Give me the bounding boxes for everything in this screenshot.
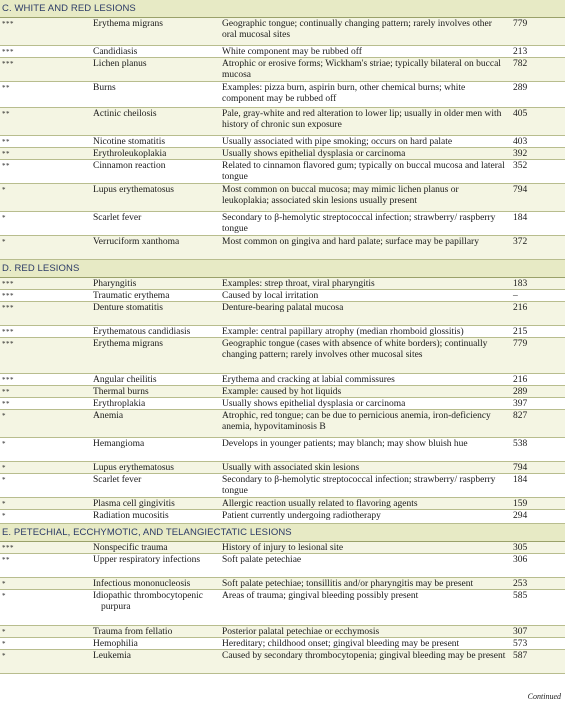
- page-reference: 253: [513, 579, 528, 589]
- table-row: [0, 626, 565, 638]
- page-reference: 183: [513, 279, 528, 289]
- lesion-name: Pharyngitis: [93, 279, 137, 289]
- lesion-description: Related to cinnamon flavored gum; typically on buccal mucosa and lateral tongue: [222, 161, 505, 182]
- page-reference: 289: [513, 387, 528, 397]
- lesion-name: Thermal burns: [93, 387, 149, 397]
- frequency-marker: **: [2, 162, 10, 170]
- lesion-name: Upper respiratory infections: [93, 555, 201, 565]
- frequency-marker: *: [2, 592, 6, 600]
- page-reference: –: [513, 291, 518, 301]
- page-reference: 216: [513, 303, 528, 313]
- lesion-name: Anemia: [93, 411, 124, 421]
- frequency-marker: *: [2, 500, 6, 508]
- page-reference: 827: [513, 411, 528, 421]
- lesion-description: Atrophic or erosive forms; Wickham's striae; typically bilateral on buccal mucosa: [222, 59, 501, 80]
- table-row: [0, 578, 565, 590]
- table-row: [0, 410, 565, 438]
- lesion-name: Erythroplakia: [93, 399, 146, 409]
- table-row: [0, 302, 565, 326]
- table-row: [0, 58, 565, 82]
- lesion-description: Geographic tongue; continually changing pattern; rarely involves other oral mucosal sites: [222, 19, 492, 40]
- lesion-name: Scarlet fever: [93, 213, 142, 223]
- lesion-name: Infectious mononucleosis: [93, 579, 191, 589]
- table-row: [0, 108, 565, 136]
- table-row: [0, 542, 565, 554]
- table-row: [0, 184, 565, 212]
- page-reference: 305: [513, 543, 528, 553]
- lesion-description: Examples: pizza burn, aspirin burn, other chemical burns; white component may be rubbed off: [222, 83, 466, 104]
- lesion-name: Erythema migrans: [93, 19, 163, 29]
- lesion-name: Traumatic erythema: [93, 291, 170, 301]
- lesion-description: Examples: strep throat, viral pharyngitis: [222, 279, 375, 289]
- lesion-name: Lupus erythematosus: [93, 463, 175, 473]
- lesion-description: Patient currently undergoing radiotherapy: [222, 511, 381, 521]
- page-reference: 779: [513, 19, 528, 29]
- lesion-description: Develops in younger patients; may blanch; may show bluish hue: [222, 439, 468, 449]
- lesion-description: Posterior palatal petechiae or ecchymosis: [222, 627, 380, 637]
- page-reference: 352: [513, 161, 528, 171]
- frequency-marker: *: [2, 440, 6, 448]
- table-row: [0, 136, 565, 148]
- frequency-marker: ***: [2, 376, 14, 384]
- table-row: [0, 638, 565, 650]
- frequency-marker: *: [2, 652, 6, 660]
- page-reference: 216: [513, 375, 528, 385]
- lesion-name: Lupus erythematosus: [93, 185, 175, 195]
- table-row: [0, 236, 565, 260]
- page-reference: 372: [513, 237, 528, 247]
- lesion-description: Denture-bearing palatal mucosa: [222, 303, 344, 313]
- table-row: [0, 462, 565, 474]
- frequency-marker: ***: [2, 328, 14, 336]
- table-row: [0, 212, 565, 236]
- frequency-marker: ***: [2, 544, 14, 552]
- lesion-name: Erythematous candidiasis: [93, 327, 191, 337]
- lesion-description: Example: caused by hot liquids: [222, 387, 342, 397]
- table-row: [0, 398, 565, 410]
- page-reference: 405: [513, 109, 528, 119]
- page-reference: 159: [513, 499, 528, 509]
- table-row: [0, 474, 565, 498]
- frequency-marker: ***: [2, 20, 14, 28]
- lesion-description: Atrophic, red tongue; can be due to pernicious anemia, iron-deficiency anemia, hypovitaminosis B: [222, 411, 491, 432]
- table-row: [0, 650, 565, 674]
- lesion-name: Trauma from fellatio: [93, 627, 173, 637]
- frequency-marker: **: [2, 556, 10, 564]
- table-row: [0, 590, 565, 626]
- table-row: [0, 438, 565, 462]
- table-row: [0, 148, 565, 160]
- page-reference: 306: [513, 555, 528, 565]
- lesion-description: Erythema and cracking at labial commissures: [222, 375, 395, 385]
- page-reference: 215: [513, 327, 528, 337]
- lesion-description: History of injury to lesional site: [222, 543, 344, 553]
- page-reference: 294: [513, 511, 528, 521]
- frequency-marker: *: [2, 580, 6, 588]
- page-reference: 403: [513, 137, 528, 147]
- lesion-name: Erythroleukoplakia: [93, 149, 167, 159]
- lesion-description: Usually associated with pipe smoking; occurs on hard palate: [222, 137, 453, 147]
- frequency-marker: *: [2, 214, 6, 222]
- page-reference: 779: [513, 339, 528, 349]
- continued-label: Continued: [527, 692, 561, 701]
- table-row: [0, 386, 565, 398]
- page-reference: 794: [513, 185, 528, 195]
- lesion-description: Usually with associated skin lesions: [222, 463, 360, 473]
- lesion-name: Plasma cell gingivitis: [93, 499, 175, 509]
- frequency-marker: ***: [2, 48, 14, 56]
- section-heading: C. WHITE AND RED LESIONS: [0, 0, 565, 18]
- table-row: [0, 498, 565, 510]
- lesion-name: Lichen planus: [93, 59, 147, 69]
- lesion-description: Allergic reaction usually related to flavoring agents: [222, 499, 418, 509]
- page-reference: 184: [513, 213, 528, 223]
- page-reference: 307: [513, 627, 528, 637]
- frequency-marker: ***: [2, 280, 14, 288]
- lesion-description: Caused by secondary thrombocytopenia; gingival bleeding may be present: [222, 651, 506, 661]
- page-reference: 392: [513, 149, 528, 159]
- lesion-name: Idiopathic thrombocytopenic purpura: [93, 591, 204, 612]
- lesion-name: Cinnamon reaction: [93, 161, 166, 171]
- page-reference: 538: [513, 439, 528, 449]
- table-row: [0, 554, 565, 578]
- frequency-marker: ***: [2, 292, 14, 300]
- page-reference: 184: [513, 475, 528, 485]
- page-reference: 794: [513, 463, 528, 473]
- section-heading: E. PETECHIAL, ECCHYMOTIC, AND TELANGIECTATIC LESIONS: [0, 524, 565, 542]
- lesion-description: Caused by local irritation: [222, 291, 319, 301]
- page-reference: 585: [513, 591, 528, 601]
- lesion-description: Soft palate petechiae; tonsillitis and/or pharyngitis may be present: [222, 579, 474, 589]
- table-row: [0, 82, 565, 108]
- table-row: [0, 290, 565, 302]
- table-row: [0, 374, 565, 386]
- frequency-marker: *: [2, 640, 6, 648]
- lesion-name: Erythema migrans: [93, 339, 163, 349]
- frequency-marker: *: [2, 186, 6, 194]
- page-reference: 782: [513, 59, 528, 69]
- lesion-name: Candidiasis: [93, 47, 138, 57]
- frequency-marker: **: [2, 400, 10, 408]
- lesion-name: Radiation mucositis: [93, 511, 169, 521]
- lesion-description: Geographic tongue (cases with absence of white borders); continually changing pattern; rarely involves other mucosal sites: [222, 339, 488, 360]
- page-reference: 289: [513, 83, 528, 93]
- table-row: [0, 326, 565, 338]
- page-reference: 573: [513, 639, 528, 649]
- frequency-marker: *: [2, 238, 6, 246]
- table-row: [0, 278, 565, 290]
- page-reference: 397: [513, 399, 528, 409]
- lesion-description: Pale, gray-white and red alteration to lower lip; usually in older men with history of chronic sun exposure: [222, 109, 502, 130]
- lesion-description: White component may be rubbed off: [222, 47, 362, 57]
- lesion-name: Verruciform xanthoma: [93, 237, 180, 247]
- lesion-name: Actinic cheilosis: [93, 109, 157, 119]
- lesion-description: Example: central papillary atrophy (median rhomboid glossitis): [222, 327, 464, 337]
- frequency-marker: **: [2, 110, 10, 118]
- page-reference: 587: [513, 651, 528, 661]
- lesion-description: Usually shows epithelial dysplasia or carcinoma: [222, 149, 406, 159]
- lesion-name: Leukemia: [93, 651, 131, 661]
- table-row: [0, 510, 565, 524]
- frequency-marker: *: [2, 628, 6, 636]
- frequency-marker: **: [2, 138, 10, 146]
- lesion-name: Nonspecific trauma: [93, 543, 168, 553]
- section-heading: D. RED LESIONS: [0, 260, 565, 278]
- lesion-name: Burns: [93, 83, 116, 93]
- table-row: [0, 160, 565, 184]
- frequency-marker: ***: [2, 340, 14, 348]
- lesion-name: Scarlet fever: [93, 475, 142, 485]
- table-row: [0, 46, 565, 58]
- frequency-marker: *: [2, 476, 6, 484]
- lesion-description: Secondary to β-hemolytic streptococcal infection; strawberry/ raspberry tongue: [222, 475, 496, 496]
- table-row: [0, 338, 565, 374]
- lesion-name: Denture stomatitis: [93, 303, 163, 313]
- lesion-description: Areas of trauma; gingival bleeding possibly present: [222, 591, 419, 601]
- lesion-name: Nicotine stomatitis: [93, 137, 166, 147]
- lesion-description: Most common on gingiva and hard palate; surface may be papillary: [222, 237, 479, 247]
- frequency-marker: **: [2, 388, 10, 396]
- frequency-marker: ***: [2, 304, 14, 312]
- lesion-description: Secondary to β-hemolytic streptococcal infection; strawberry/ raspberry tongue: [222, 213, 496, 234]
- table-row: [0, 18, 565, 46]
- frequency-marker: *: [2, 464, 6, 472]
- lesion-name: Hemangioma: [93, 439, 145, 449]
- page-reference: 213: [513, 47, 528, 57]
- lesion-name: Angular cheilitis: [93, 375, 157, 385]
- lesion-description: Most common on buccal mucosa; may mimic lichen planus or leukoplakia; associated skin lesions usually present: [222, 185, 459, 206]
- frequency-marker: **: [2, 150, 10, 158]
- frequency-marker: ***: [2, 60, 14, 68]
- lesion-description: Soft palate petechiae: [222, 555, 302, 565]
- frequency-marker: **: [2, 84, 10, 92]
- frequency-marker: *: [2, 412, 6, 420]
- lesion-description: Hereditary; childhood onset; gingival bleeding may be present: [222, 639, 460, 649]
- lesion-name: Hemophilia: [93, 639, 138, 649]
- frequency-marker: *: [2, 512, 6, 520]
- lesion-description: Usually shows epithelial dysplasia or carcinoma: [222, 399, 406, 409]
